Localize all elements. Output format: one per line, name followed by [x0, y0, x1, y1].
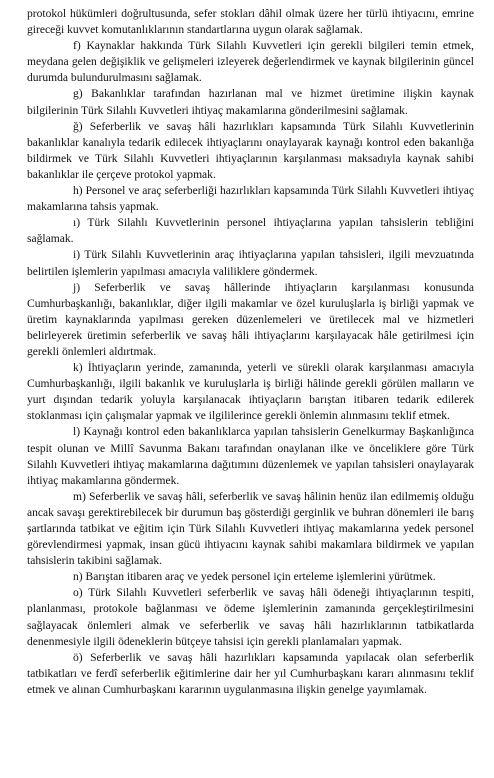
document-page: [27, 6, 474, 698]
paragraph-k: k) İhtiyaçların yerinde, zamanında, yeterli ve sürekli olarak karşılanması amacıyla Cumhurbaşkanlığı, ilgili bakanlık ve kuruluşlarla iş birliği hâlinde gerekli görülen malların ve yurt dışından tedarik yoluyla karşılanacak ihtiyaçların barıştan itibaren tedarik edilerek stoklanması için çalışmalar yapmak ve ilgililerince gerekli önlemin alınmasını teklif etmek.: [27, 362, 474, 423]
paragraph-o-umlaut: ö) Seferberlik ve savaş hâli hazırlıkları kapsamında yapılacak olan seferberlik tatbikatları ve ferdî seferberlik eğitimlerine dair her yıl Cumhurbaşkanı kararı alınmasını teklif etmek ve alınan Cumhurbaşkanı kararının uygulanmasına ilişkin genelge yayımlamak.: [27, 651, 474, 696]
paragraph-j: j) Seferberlik ve savaş hâllerinde ihtiyaçların karşılanması konusunda Cumhurbaşkanlığı, bakanlıklar, diğer ilgili makamlar ve özel kuruluşlarla iş birliği yapmak ve üretim kaynaklarında yapılması gereken düzenlemeleri ve üretilecek mal ve hizmetleri belirleyerek üretimin seferberlik ve savaş hâli ihtiyaçlarını karşılayacak hâle getirilmesi için gerekli önlemleri aldırtmak.: [27, 281, 474, 358]
paragraph-g-breve: ğ) Seferberlik ve savaş hâli hazırlıkları kapsamında Türk Silahlı Kuvvetlerinin bakanlıklar kanalıyla tedarik edilecek ihtiyaçlarını onaylayarak kaynağı kontrol eden bakanlığa bildirmek ve Türk Silahlı Kuvvetleri ihtiyaçlarının karşılanması maksadıyla kaynak sahibi bakanlıklar ile çerçeve protokol yapmak.: [27, 120, 474, 181]
paragraph-g: g) Bakanlıklar tarafından hazırlanan mal ve hizmet üretimine ilişkin kaynak bilgilerinin Türk Silahlı Kuvvetleri ihtiyaç makamlarına gönderilmesini sağlamak.: [27, 88, 474, 117]
paragraph-dotless-i: ı) Türk Silahlı Kuvvetlerinin personel ihtiyaçlarına yapılan tahsislerin tebliğini sağlamak.: [27, 217, 474, 246]
paragraph-f: f) Kaynaklar hakkında Türk Silahlı Kuvvetleri için gerekli bilgileri temin etmek, meydana gelen değişiklik ve gelişmeleri izleyerek değerlendirmek ve kaynak bilgilerinin güncel durumda bulundurulmasını sağlamak.: [27, 40, 474, 85]
paragraph-o: o) Türk Silahlı Kuvvetleri seferberlik ve savaş hâli ödeneği ihtiyaçlarının tespiti, planlanması, protokole bağlanması ve ödeme işlemlerinin zamanında gerçekleştirilmesini sağlayacak önlemleri almak ve seferberlik ve savaş hâli hazırlıklarının tatbikatlarda denenmesiyle ilgili ödeneklerin bütçeye tahsisi için gerekli planlamaları yapmak.: [27, 587, 474, 648]
paragraph-continuation: protokol hükümleri doğrultusunda, sefer stokları dâhil olmak üzere her türlü ihtiyacını, emrine gireceği kuvvet komutanlıklarının standartlarına uygun olarak sağlamak.: [27, 8, 474, 37]
paragraph-n: n) Barıştan itibaren araç ve yedek personel için erteleme işlemlerini yürütmek.: [73, 571, 436, 584]
paragraph-i: i) Türk Silahlı Kuvvetlerinin araç ihtiyaçlarına yapılan tahsisleri, ilgili mevzuatında belirtilen işlemlerin yapılması amacıyla valiliklere göndermek.: [27, 249, 474, 278]
paragraph-h: h) Personel ve araç seferberliği hazırlıkları kapsamında Türk Silahlı Kuvvetleri ihtiyaç makamlarına tahsis yapmak.: [27, 185, 474, 214]
paragraph-m: m) Seferberlik ve savaş hâli, seferberlik ve savaş hâlinin henüz ilan edilmemiş olduğu ancak savaşı gerektirebilecek bir durumun baş gösterdiği gerginlik ve buhran dönemleri ile barış şartlarında tatbikat ve eğitim için Türk Silahlı Kuvvetleri ihtiyaç makamlarına yedek personel görevlendirmesi yapmak, insan gücü ihtiyacını kaynak sahibi makamlara bildirmek ve yapılan tahsislerin takibini sağlamak.: [27, 490, 474, 568]
paragraph-l: l) Kaynağı kontrol eden bakanlıklarca yapılan tahsislerin Genelkurmay Başkanlığınca tespit olunan ve Millî Savunma Bakanı tarafından onaylanan ilke ve önceliklere göre Türk Silahlı Kuvvetleri ihtiyaç makamlarına dağıtımını düzenlemek ve yapılan tahsisleri onaylayarak ihtiyaç makamlarına göndermek.: [27, 426, 474, 487]
